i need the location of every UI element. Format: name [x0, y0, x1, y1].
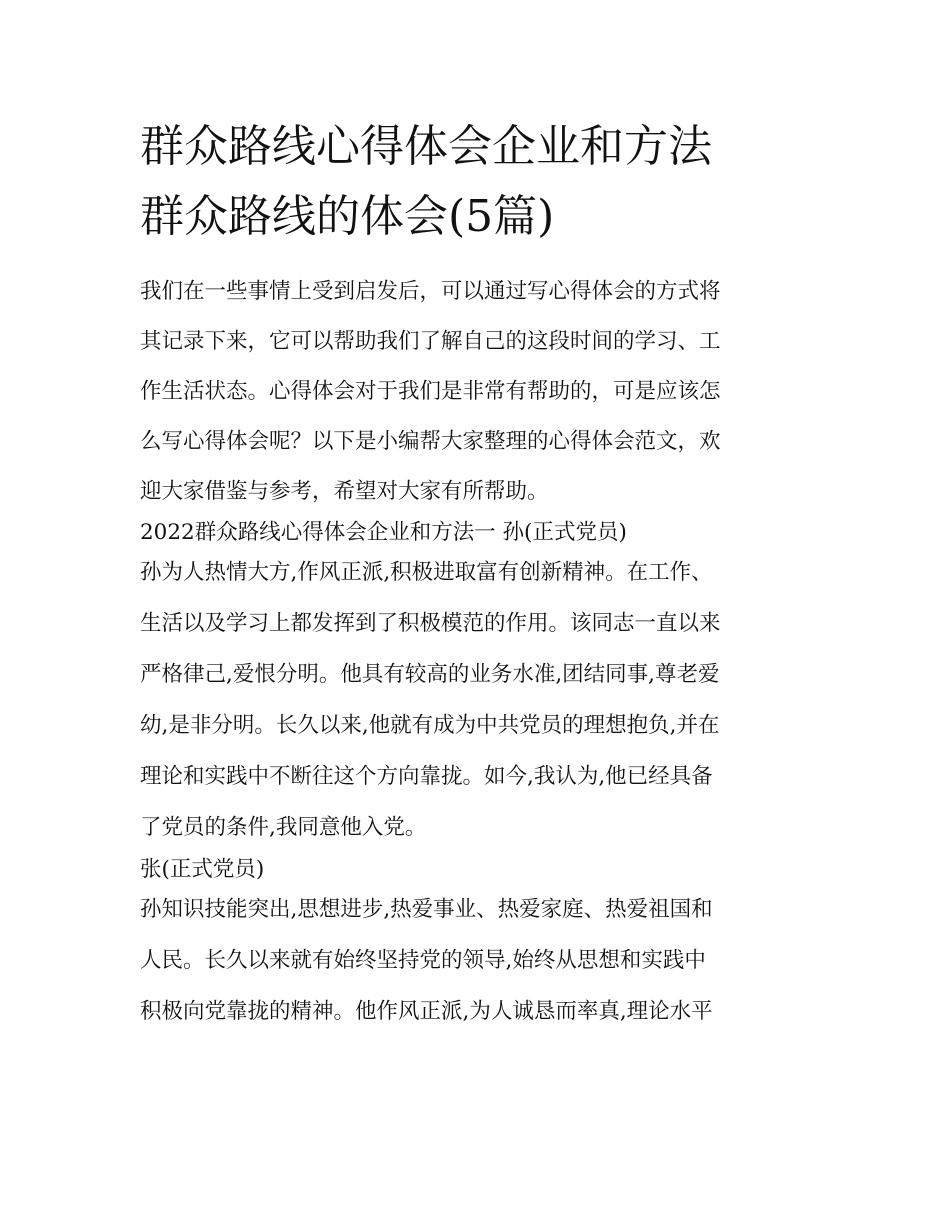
section-1-line-4: 幼,是非分明。长久以来,他就有成为中共党员的理想抱负,并在: [140, 713, 720, 738]
section-1-heading: 2022群众路线心得体会企业和方法一 孙(正式党员): [140, 520, 627, 545]
section-2-heading: 张(正式党员): [140, 857, 265, 882]
section-2-line-2: 人民。长久以来就有始终坚持党的领导,始终从思想和实践中: [140, 948, 706, 973]
section-1-line-1: 孙为人热情大方,作风正派,积极进取富有创新精神。在工作、: [140, 560, 713, 585]
title-line-1: 群众路线心得体会企业和方法: [140, 121, 712, 172]
section-2-paragraph: [140, 891, 816, 1031]
title-line-2: 群众路线的体会(5篇): [140, 191, 555, 242]
intro-line-2: 其记录下来，它可以帮助我们了解自己的这段时间的学习、工: [140, 329, 721, 354]
intro-paragraph: [140, 273, 816, 511]
intro-line-1: 我们在一些事情上受到启发后，可以通过写心得体会的方式将: [140, 279, 721, 304]
intro-line-5: 迎大家借鉴与参考，希望对大家有所帮助。: [140, 479, 549, 504]
document-title: [140, 112, 816, 252]
section-1-line-2: 生活以及学习上都发挥到了积极模范的作用。该同志一直以来: [140, 611, 721, 636]
section-1-line-5: 理论和实践中不断往这个方向靠拢。如今,我认为,他已经具备: [140, 764, 713, 789]
intro-line-3: 作生活状态。心得体会对于我们是非常有帮助的，可是应该怎: [140, 379, 721, 404]
section-1-paragraph: [140, 554, 816, 847]
section-2-line-3: 积极向党靠拢的精神。他作风正派,为人诚恳而率真,理论水平: [140, 999, 713, 1024]
section-1-line-6: 了党员的条件,我同意他入党。: [140, 815, 427, 840]
section-2-line-1: 孙知识技能突出,思想进步,热爱事业、热爱家庭、热爱祖国和: [140, 897, 713, 922]
intro-line-4: 么写心得体会呢？以下是小编帮大家整理的心得体会范文，欢: [140, 429, 721, 454]
document-page: [140, 112, 816, 1031]
section-1-line-3: 严格律己,爱恨分明。他具有较高的业务水准,团结同事,尊老爱: [140, 662, 720, 687]
